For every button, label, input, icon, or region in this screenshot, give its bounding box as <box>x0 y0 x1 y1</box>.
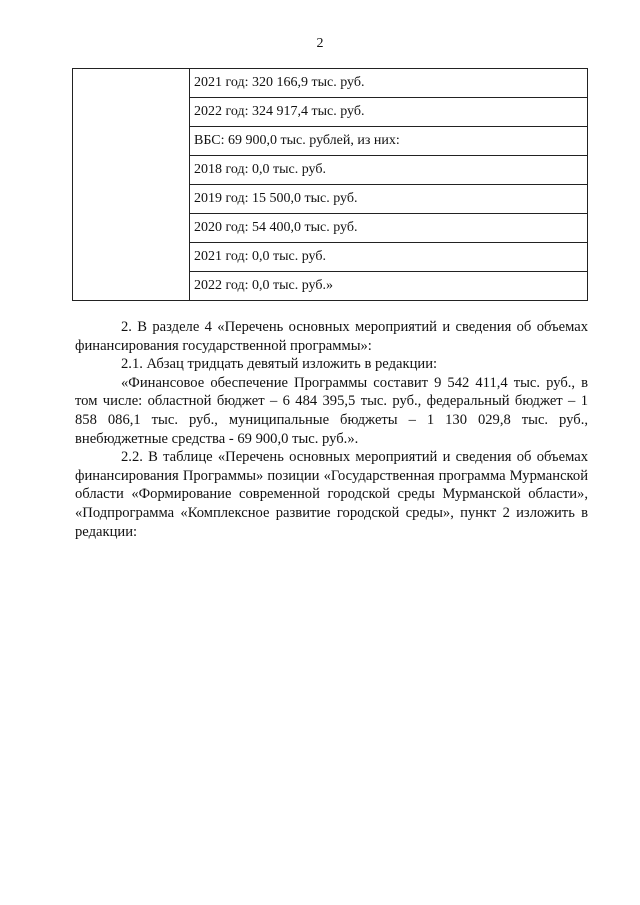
table-cell: 2021 год: 320 166,9 тыс. руб. <box>190 69 588 98</box>
table-cell: 2018 год: 0,0 тыс. руб. <box>190 156 588 185</box>
paragraph-section-4-heading: 2. В разделе 4 «Перечень основных мероприятий и сведения об объемах финансирования государственной программы»: <box>75 319 588 354</box>
table-cell: 2020 год: 54 400,0 тыс. руб. <box>190 214 588 243</box>
paragraph-2-1: 2.1. Абзац тридцать девятый изложить в редакции: <box>121 356 438 373</box>
table-cell: 2019 год: 15 500,0 тыс. руб. <box>190 185 588 214</box>
table-cell: 2022 год: 0,0 тыс. руб.» <box>190 272 588 301</box>
financing-table <box>72 68 588 301</box>
table-cell: 2021 год: 0,0 тыс. руб. <box>190 243 588 272</box>
table-empty-left-cell <box>73 69 190 301</box>
paragraph-financing-quote: «Финансовое обеспечение Программы составит 9 542 411,4 тыс. руб., в том числе: областной бюджет – 6 484 395,5 тыс. руб., федеральный бюджет – 1 858 086,1 тыс. руб., муниципальные бюджеты – 1 130 029,8 тыс. руб., внебюджетные средства - 69 900,0 тыс. руб.». <box>75 374 588 447</box>
table-cell: 2022 год: 324 917,4 тыс. руб. <box>190 98 588 127</box>
paragraph-2-2: 2.2. В таблице «Перечень основных мероприятий и сведения об объемах финансирования Программы» позиции «Государственная программа Мурманской области «Формирование современной городской среды Мурманской области», «Подпрограмма «Комплексное развитие городской среды», пункт 2 изложить в редакции: <box>75 449 588 540</box>
table-row <box>73 69 588 98</box>
page-number: 2 <box>316 36 324 51</box>
table-cell: ВБС: 69 900,0 тыс. рублей, из них: <box>190 127 588 156</box>
document-body <box>75 318 588 541</box>
